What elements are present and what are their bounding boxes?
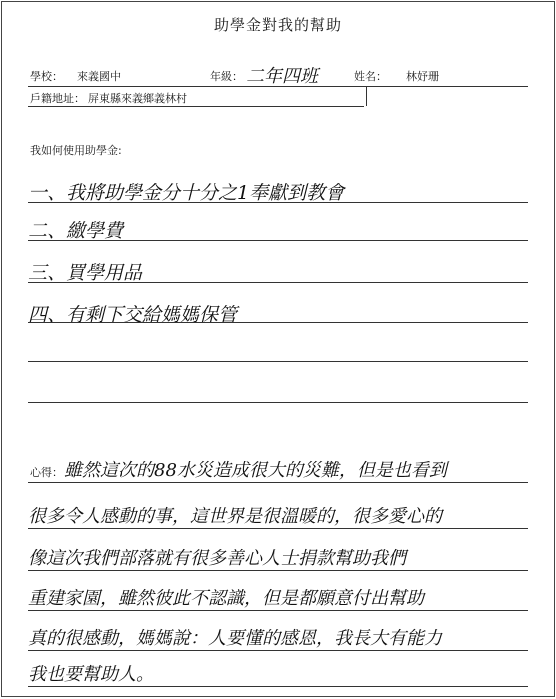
reflection-line-5: 真的很感動，媽媽說：人要懂的感恩，我長大有能力 (28, 628, 442, 649)
uses-heading: 我如何使用助學金: (30, 144, 122, 157)
use-item-4: 四、有剩下交給媽媽保管 (28, 304, 238, 326)
address-value: 屏東縣來義鄉義林村 (88, 92, 187, 105)
use-line-5 (28, 361, 528, 362)
use-line-3 (28, 282, 528, 283)
reflection-rule-1 (28, 482, 528, 483)
reflection-rule-2 (28, 528, 528, 529)
header-row2-underline (28, 106, 364, 107)
use-line-6 (28, 402, 528, 403)
grade-value: 二年四班 (246, 66, 318, 87)
use-line-2 (28, 240, 528, 241)
reflection-line-2: 很多令人感動的事，這世界是很溫暖的，很多愛心的 (28, 506, 442, 527)
reflection-line-3: 像這次我們部落就有很多善心人士捐款幫助我們 (28, 548, 406, 569)
header-row1-underline (28, 86, 528, 87)
header-divider (366, 86, 367, 106)
grade-label: 年級： (210, 70, 243, 83)
use-item-3: 三、買學用品 (28, 262, 143, 284)
school-value: 來義國中 (77, 70, 121, 83)
reflection-line-4: 重建家園，雖然彼此不認識，但是都願意付出幫助 (28, 588, 424, 609)
use-item-2: 二、繳學費 (28, 220, 124, 242)
reflection-label: 心得： (30, 466, 63, 479)
school-label: 學校： (30, 70, 63, 83)
reflection-rule-3 (28, 570, 528, 571)
reflection-line-6: 我也要幫助人。 (28, 664, 154, 685)
scholarship-form-page (1, 1, 555, 697)
use-item-1: 一、我將助學金分十分之1奉獻到教會 (28, 182, 345, 204)
form-title: 助學金對我的幫助 (213, 16, 342, 34)
reflection-rule-5 (28, 650, 528, 651)
name-value: 林妤珊 (406, 70, 439, 83)
use-line-4 (28, 322, 528, 323)
name-label: 姓名： (354, 70, 387, 83)
reflection-rule-6 (28, 686, 528, 687)
reflection-line-1: 雖然這次的88水災造成很大的災難，但是也看到 (64, 460, 447, 481)
address-label: 戶籍地址： (30, 92, 85, 105)
use-line-1 (28, 202, 528, 203)
reflection-rule-4 (28, 610, 528, 611)
